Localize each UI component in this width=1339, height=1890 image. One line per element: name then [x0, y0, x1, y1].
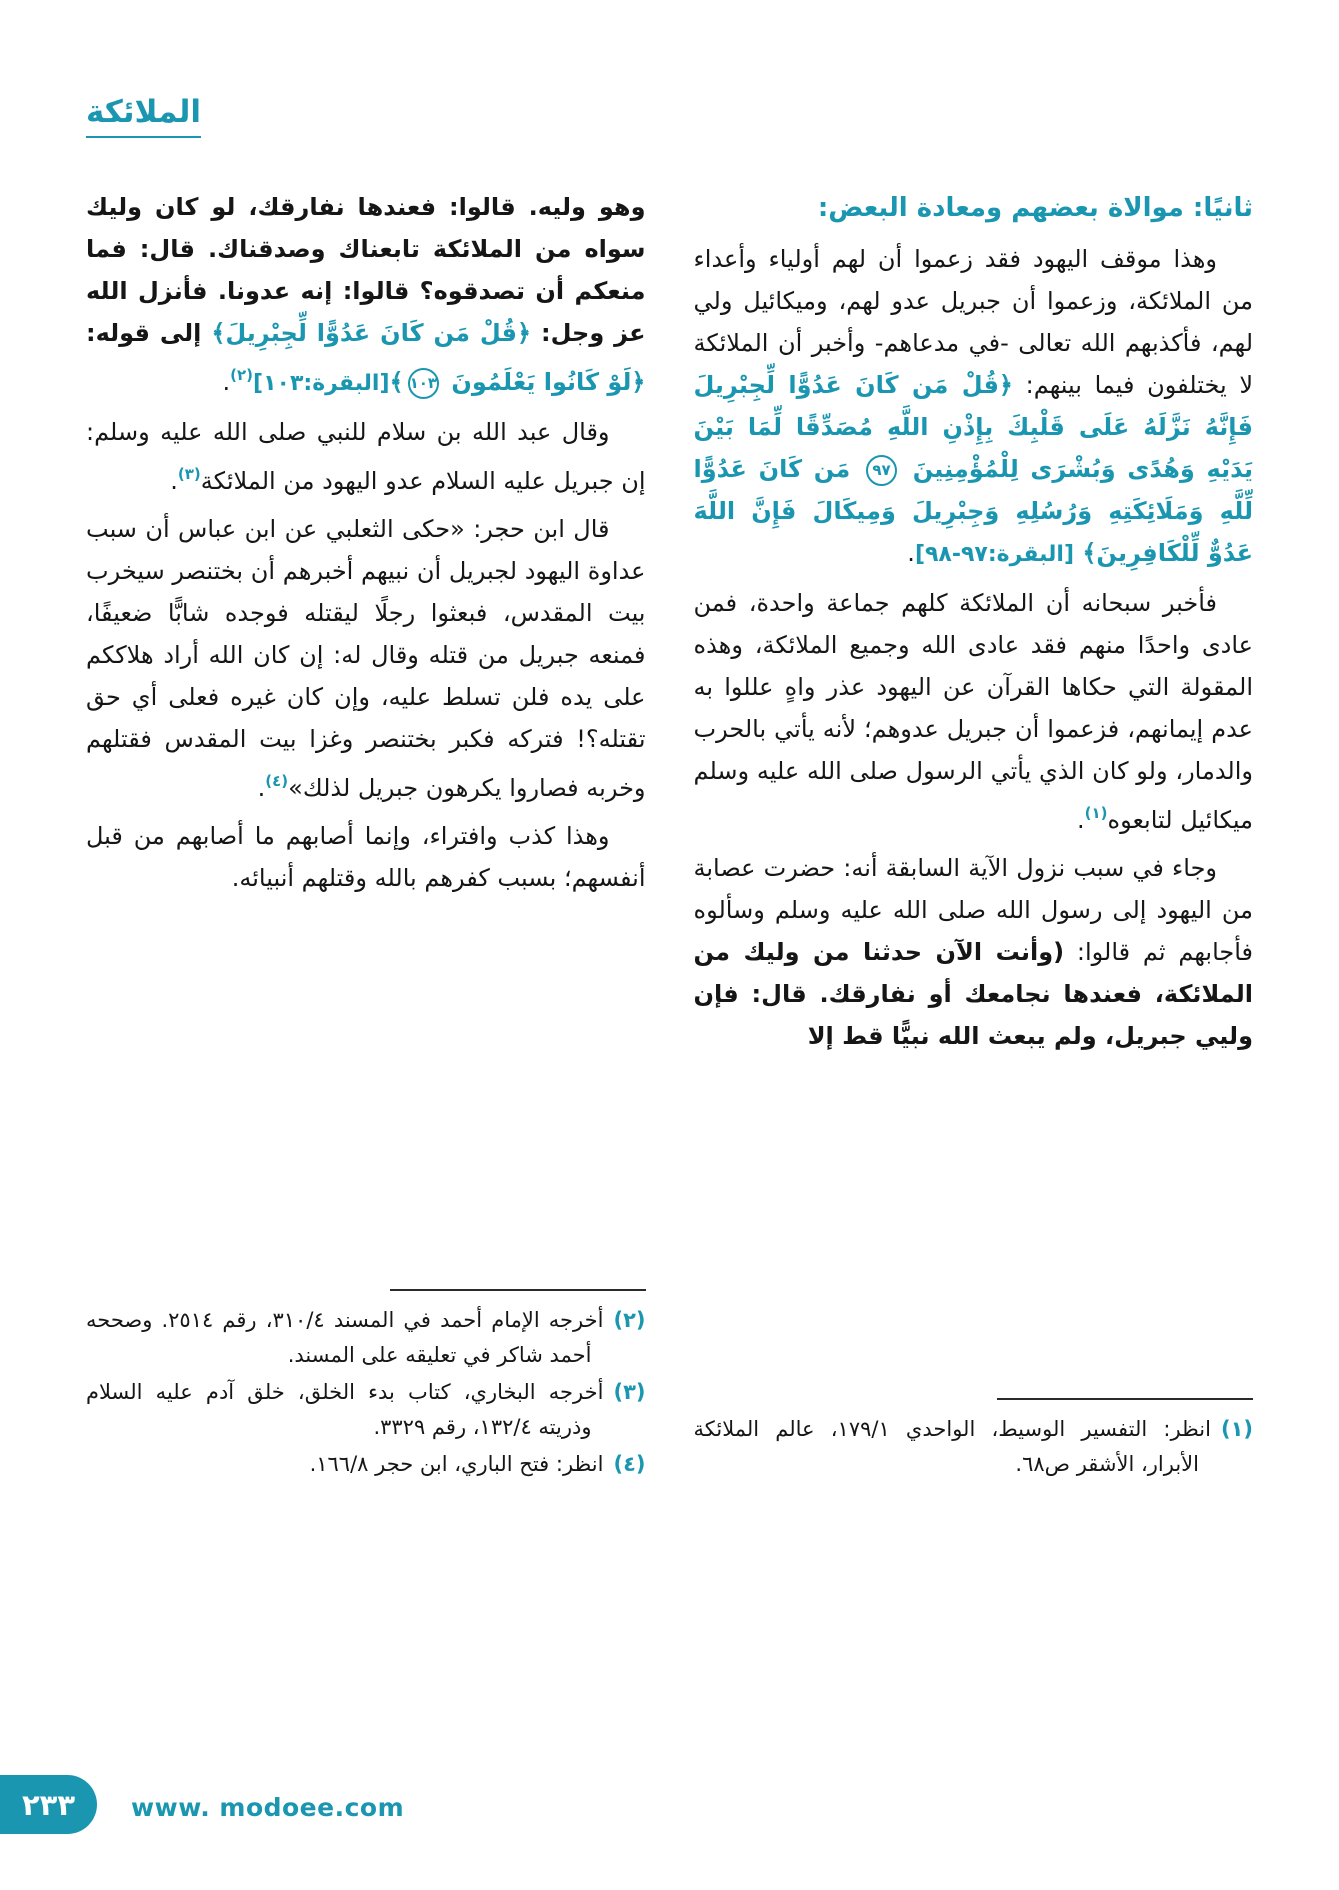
section-heading: ثانيًا: موالاة بعضهم ومعادة البعض: — [817, 193, 1253, 223]
quran-text: ﴿قُلْ مَن كَانَ عَدُوًّا لِّجِبْرِيلَ فَإِنَّهُ نَزَّلَهُ عَلَى قَلْبِكَ بِإِذْنِ اللَّهِ مُصَدِّقًا لِّمَا بَيْنَ يَدَيْهِ وَهُدًى وَبُشْرَى لِلْمُؤْمِنِينَ — [693, 371, 1253, 483]
body-text: . — [170, 467, 178, 495]
body-text: وقال عبد الله بن سلام للنبي صلى الله عليه وسلم: إن جبريل عليه السلام عدو اليهود من الملائكة — [86, 418, 646, 495]
website-text: www. modoee.com — [131, 1793, 405, 1822]
body-text: . — [1076, 806, 1085, 834]
right-column-body — [694, 238, 1254, 1063]
body-text: وجاء في سبب نزول الآية السابقة أنه: حضرت عصابة من اليهود إلى رسول الله صلى الله عليه وسلم وسألوه فأجابهم ثم قالوا: — [693, 854, 1253, 966]
column-right — [694, 186, 1254, 1484]
footnote-marker: (٤) — [265, 772, 289, 790]
page-header-title: الملائكة — [86, 94, 201, 138]
bold-text: (وأنت الآن حدثنا من وليك من الملائكة، فعندها نجامعك أو نفارقك. قال: فإن وليي جبريل، ولم يبعث الله نبيًّا قط إلا — [693, 938, 1253, 1050]
footnote-number: (٢) — [613, 1308, 646, 1332]
footnote-marker: (٢) — [230, 366, 254, 384]
quran-text: ﴾ — [389, 368, 404, 396]
page-number-badge — [0, 1775, 97, 1834]
footnote-number: (١) — [1220, 1417, 1253, 1441]
verse-number: ١٠٣ — [408, 368, 439, 399]
footnote-item — [86, 1447, 646, 1482]
footnote-separator — [997, 1398, 1253, 1400]
footnote-marker: (١) — [1084, 804, 1108, 822]
ayah-reference: [البقرة:١٠٣] — [253, 371, 390, 396]
left-column-body — [86, 186, 646, 905]
footnote-text: انظر: التفسير الوسيط، الواحدي ١٧٩/١، عالم الملائكة الأبرار، الأشقر ص٦٨. — [693, 1417, 1211, 1476]
body-text: . — [222, 368, 231, 396]
body-text: قال ابن حجر: «حكى الثعلبي عن ابن عباس أن سبب عداوة اليهود لجبريل أن نبيهم أخبرهم أن بختنصر سيخرب بيت المقدس، فبعثوا رجلًا ليقتله فوجده شابًّا ضعيفًا، فمنعه جبريل من قتله وقال له: إن كان الله أراد هلاككم على يده فلن تسلط عليه، وإن كان غيره فعلى أي حق تقتله؟! فتركه فكبر بختنصر وغزا بيت المقدس فقتلهم وخربه فصاروا يكرهون جبريل لذلك» — [86, 515, 646, 802]
footnote-item — [694, 1412, 1254, 1482]
footnote-item — [86, 1303, 646, 1373]
bold-text: إلى قوله: — [86, 319, 212, 347]
footnote-text: أخرجه البخاري، كتاب بدء الخلق، خلق آدم عليه السلام وذريته ١٣٢/٤، رقم ٣٣٢٩. — [86, 1380, 604, 1439]
content-columns — [86, 186, 1253, 1484]
verse-number: ٩٧ — [866, 455, 897, 486]
paragraph — [86, 815, 646, 899]
paragraph — [86, 411, 646, 502]
paragraph — [694, 847, 1254, 1057]
paragraph — [694, 238, 1254, 576]
footnotes-right — [694, 1392, 1254, 1484]
quran-text: مَن كَانَ عَدُوًّا لِّلَّهِ وَمَلَائِكَتِهِ وَرُسُلِهِ وَجِبْرِيلَ وَمِيكَالَ فَإِنَّ اللَّهَ عَدُوٌّ لِّلْكَافِرِينَ﴾ — [693, 455, 1253, 567]
footnotes-left — [86, 1283, 646, 1484]
body-text: . — [907, 539, 915, 567]
footnote-number: (٣) — [613, 1380, 646, 1404]
body-text: وهذا كذب وافتراء، وإنما أصابهم ما أصابهم من قبل أنفسهم؛ بسبب كفرهم بالله وقتلهم أنبيائه. — [86, 822, 646, 892]
footnote-text: أخرجه الإمام أحمد في المسند ٣١٠/٤، رقم ٢٥١٤. وصححه أحمد شاكر في تعليقه على المسند. — [86, 1308, 604, 1367]
body-text: وهذا موقف اليهود فقد زعموا أن لهم أولياء وأعداء من الملائكة، وزعموا أن جبريل عدو لهم، وميكائيل ولي لهم، فأكذبهم الله تعالى -في مدعاهم- وأخبر أن الملائكة لا يختلفون فيما بينهم: — [693, 245, 1253, 399]
paragraph — [694, 582, 1254, 841]
footnote-marker: (٣) — [177, 465, 201, 483]
paragraph — [86, 508, 646, 809]
footnote-separator — [390, 1289, 646, 1291]
quran-text: ﴿لَوْ كَانُوا يَعْلَمُونَ — [443, 368, 646, 396]
footnote-number: (٤) — [613, 1452, 646, 1476]
body-text: فأخبر سبحانه أن الملائكة كلهم جماعة واحدة، فمن عادى واحدًا منهم فقد عادى الله وجميع الملائكة، وهذه المقولة التي حكاها القرآن عن اليهود عذر واهٍ عللوا به عدم إيمانهم، فزعموا أن جبريل عدوهم؛ لأنه يأتي بالحرب والدمار، ولو كان الذي يأتي الرسول صلى الله عليه وسلم ميكائيل لتابعوه — [693, 589, 1253, 834]
column-left — [86, 186, 646, 1484]
page-number: ٢٣٣ — [21, 1787, 76, 1822]
body-text: . — [257, 774, 266, 802]
footnote-text: انظر: فتح الباري، ابن حجر ١٦٦/٨. — [309, 1452, 604, 1476]
ayah-reference: [البقرة:٩٧-٩٨] — [914, 542, 1075, 567]
footnote-item — [86, 1375, 646, 1445]
paragraph — [86, 186, 646, 405]
quran-text: ﴿قُلْ مَن كَانَ عَدُوًّا لِّجِبْرِيلَ﴾ — [211, 319, 532, 347]
bold-text: وهو وليه. قالوا: فعندها نفارقك، لو كان وليك سواه من الملائكة تابعناك وصدقناك. قال: فما منعكم أن تصدقوه؟ قالوا: إنه عدونا. فأنزل الله عز وجل: — [86, 193, 646, 347]
